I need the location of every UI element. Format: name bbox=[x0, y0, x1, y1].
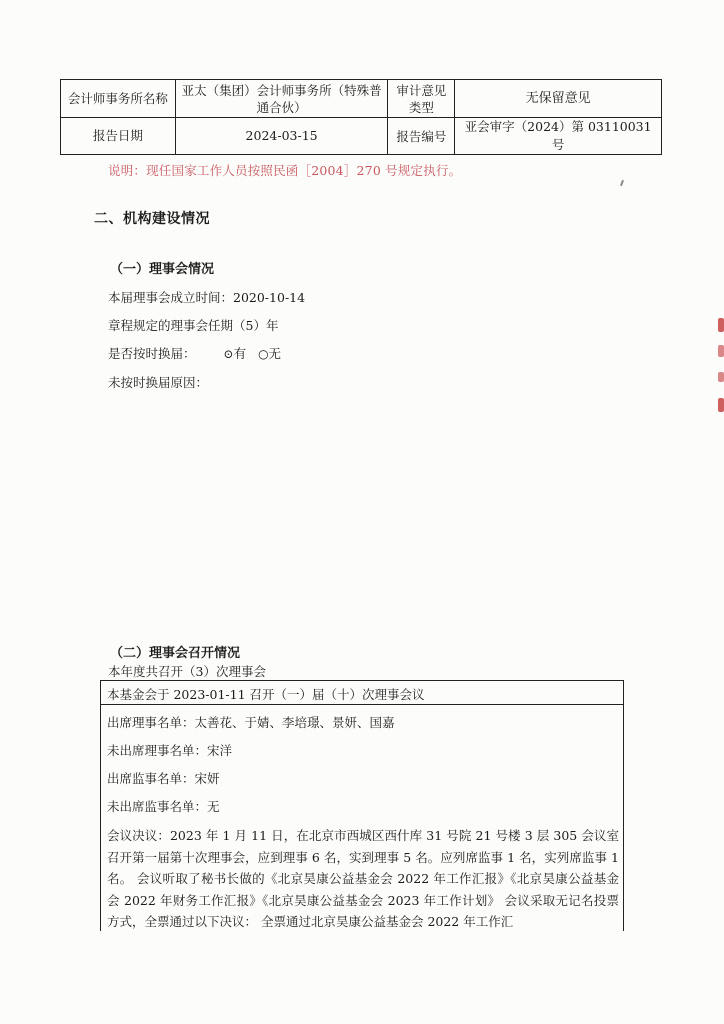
table-cell-label: 报告编号 bbox=[388, 118, 455, 155]
radio-empty-icon: ○ bbox=[258, 347, 269, 361]
table-cell-value: 亚太（集团）会计师事务所（特殊普通合伙） bbox=[175, 80, 388, 118]
table-cell-label: 审计意见类型 bbox=[388, 80, 455, 118]
stamp-edge-mark bbox=[718, 398, 724, 412]
absent-directors: 未出席理事名单：宋洋 bbox=[107, 743, 233, 758]
absent-supervisors: 未出席监事名单：无 bbox=[107, 799, 220, 814]
subsection-heading: （一）理事会情况 bbox=[110, 262, 215, 277]
stamp-edge-mark bbox=[718, 345, 724, 357]
meeting-decision: 会议决议：2023 年 1 月 11 日，在北京市西城区西什库 31 号院 21 号楼 3 层 305 会议室召开第一届第十次理事会，应到理事 6 名，实到理事 5 名。应列席监事 1 名，实列席监事 1 名。 会议听取了秘书长做的《北京昊康公益基金会 2022 年工作汇报》《北京昊康公益基金会 2022 年财务工作汇报》《北京昊康公益基金会 2023 年工作计划》 会议采取无记名投票方式，全票通过以下决议： 全票通过北京昊康公益基金会 2022 年工作汇 bbox=[107, 828, 619, 929]
table-cell-label: 报告日期 bbox=[61, 118, 176, 155]
scan-speck bbox=[620, 180, 624, 186]
attending-supervisors: 出席监事名单：宋妍 bbox=[107, 771, 220, 786]
meeting-record-box bbox=[100, 680, 624, 931]
divider bbox=[101, 704, 623, 705]
auditor-info-table bbox=[60, 79, 662, 155]
board-ontime-row bbox=[108, 344, 281, 362]
radio-yes-label: 有 bbox=[233, 346, 247, 361]
radio-option-yes[interactable] bbox=[224, 344, 247, 362]
section-heading: 二、机构建设情况 bbox=[94, 211, 210, 227]
table-row bbox=[61, 118, 662, 155]
radio-option-no[interactable] bbox=[258, 344, 281, 362]
table-cell-label: 会计师事务所名称 bbox=[61, 80, 176, 118]
table-cell-value: 亚会审字（2024）第 03110031 号 bbox=[455, 118, 662, 155]
board-term-text: 章程规定的理事会任期（5）年 bbox=[108, 318, 279, 333]
table-cell-value: 2024-03-15 bbox=[175, 118, 388, 155]
table-cell-value: 无保留意见 bbox=[455, 80, 662, 118]
board-ontime-label: 是否按时换届： bbox=[108, 346, 196, 361]
board-reason-label: 未按时换届原因： bbox=[108, 375, 209, 390]
attending-directors: 出席理事名单：太善花、于婧、李培璟、景妍、国嘉 bbox=[107, 715, 395, 730]
stamp-edge-mark bbox=[718, 372, 724, 382]
radio-selected-icon: ⊙ bbox=[223, 347, 234, 361]
board-established-text: 本届理事会成立时间：2020-10-14 bbox=[108, 290, 306, 305]
meeting-count-text: 本年度共召开（3）次理事会 bbox=[108, 664, 266, 679]
subsection-heading: （二）理事会召开情况 bbox=[110, 646, 241, 661]
stamp-edge-mark bbox=[718, 318, 724, 332]
meeting-header: 本基金会于 2023-01-11 召开（一）届（十）次理事会议 bbox=[107, 687, 425, 702]
note-text: 说明：现任国家工作人员按照民函［2004］270 号规定执行。 bbox=[108, 163, 462, 178]
table-row bbox=[61, 80, 662, 118]
radio-no-label: 无 bbox=[268, 346, 282, 361]
